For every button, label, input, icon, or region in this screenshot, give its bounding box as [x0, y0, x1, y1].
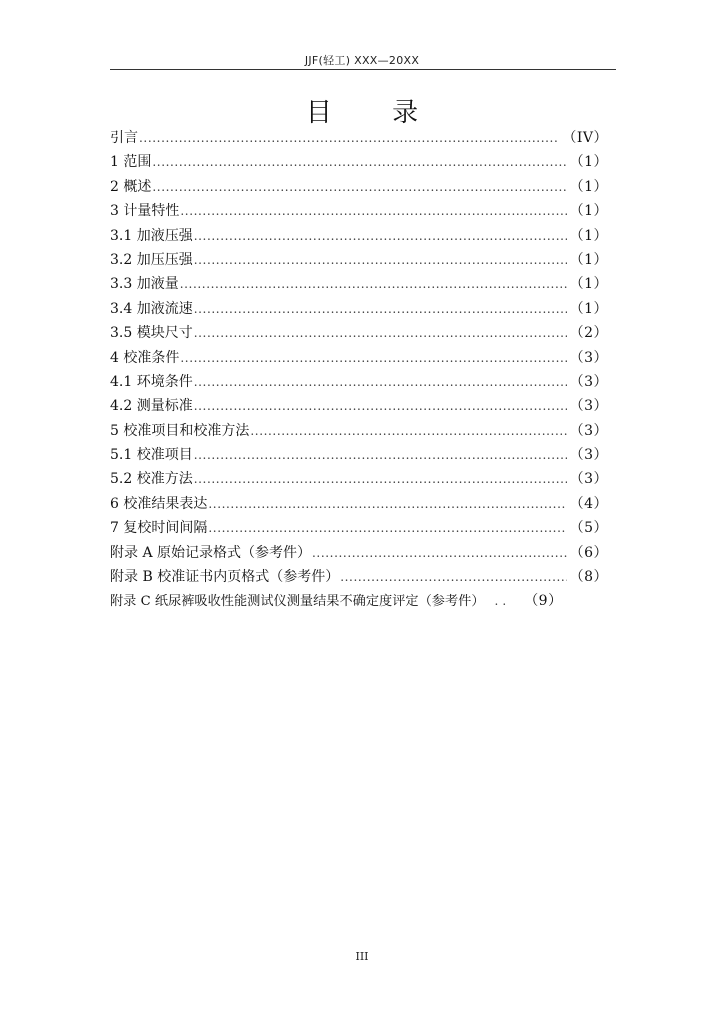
- toc-entry-page: （4）: [569, 495, 608, 512]
- toc-dot-leader: [194, 224, 567, 248]
- toc-dot-leader: [180, 199, 566, 223]
- toc-dot-leader: [180, 346, 566, 370]
- toc-entry-label: 3.1 加液压强: [110, 227, 193, 244]
- toc-entry-label: 附录 C 纸尿裤吸收性能测试仪测量结果不确定度评定（参考件）: [110, 594, 485, 610]
- toc-entry-page: （3）: [569, 373, 608, 390]
- toc-entry-page: （3）: [569, 349, 608, 366]
- toc-entry-label: 3.2 加压压强: [110, 251, 193, 268]
- toc-entry-page: （1）: [569, 227, 608, 244]
- toc-dot-leader: [495, 589, 511, 613]
- toc-entry-page: （3）: [569, 447, 608, 464]
- toc-entry-appendix-c[interactable]: [110, 589, 608, 613]
- toc-dot-leader: [194, 394, 567, 418]
- toc-dot-leader: [208, 516, 566, 540]
- toc-dot-leader: [250, 419, 566, 443]
- toc-entry-appendix-b[interactable]: [110, 565, 608, 589]
- toc-entry-page: （3）: [569, 422, 608, 439]
- toc-entry-4-2[interactable]: [110, 394, 608, 418]
- toc-entry-5-calibration-items-methods[interactable]: [110, 419, 608, 443]
- toc-entry-label: 3.4 加液流速: [110, 300, 193, 317]
- toc-dot-leader: [194, 248, 567, 272]
- toc-entry-label: 4 校准条件: [110, 349, 180, 366]
- toc-entry-2-overview[interactable]: [110, 175, 608, 199]
- toc-entry-label: 7 复校时间间隔: [110, 520, 208, 537]
- table-of-contents: [110, 126, 608, 614]
- toc-entry-5-2[interactable]: [110, 467, 608, 491]
- toc-entry-page: （3）: [569, 471, 608, 488]
- toc-entry-page: （5）: [569, 520, 608, 537]
- toc-entry-6-result-expression[interactable]: [110, 492, 608, 516]
- toc-entry-label: 引言: [110, 130, 138, 146]
- toc-dot-leader: [194, 467, 567, 491]
- toc-dot-leader: [194, 370, 567, 394]
- page-header: JJF(轻工) XXX—20XX: [304, 54, 420, 67]
- toc-entry-page: （1）: [569, 178, 608, 195]
- toc-entry-page: （1）: [569, 154, 608, 171]
- toc-entry-3-4[interactable]: [110, 297, 608, 321]
- toc-entry-label: 3 计量特性: [110, 203, 180, 220]
- toc-dot-leader: [208, 492, 566, 516]
- toc-dot-leader: [194, 443, 567, 467]
- toc-dot-leader: [152, 150, 566, 174]
- toc-dot-leader: [139, 126, 559, 150]
- toc-entry-3-2[interactable]: [110, 248, 608, 272]
- toc-entry-label: 附录 B 校准证书内页格式（参考件）: [110, 569, 340, 586]
- toc-entry-3-1[interactable]: [110, 224, 608, 248]
- toc-entry-label: 5.1 校准项目: [110, 447, 193, 464]
- toc-entry-page: （8）: [569, 569, 608, 586]
- toc-title: 目 录: [305, 98, 445, 128]
- toc-entry-label: 3.5 模块尺寸: [110, 325, 193, 342]
- toc-entry-4-calibration-conditions[interactable]: [110, 346, 608, 370]
- toc-entry-introduction[interactable]: [110, 126, 608, 150]
- toc-entry-page: （1）: [569, 203, 608, 220]
- toc-entry-page: （1）: [569, 251, 608, 268]
- toc-entry-label: 2 概述: [110, 178, 152, 195]
- toc-entry-label: 4.1 环境条件: [110, 373, 193, 390]
- header-divider: [110, 69, 616, 70]
- toc-dot-leader: [194, 321, 567, 345]
- toc-entry-page: （1）: [569, 276, 608, 293]
- toc-entry-7-recalibration-interval[interactable]: [110, 516, 608, 540]
- toc-entry-label: 1 范围: [110, 154, 152, 171]
- toc-entry-page: （IV）: [562, 130, 608, 146]
- toc-entry-page: （9）: [524, 593, 563, 610]
- toc-entry-page: （2）: [569, 325, 608, 342]
- toc-dot-leader: [340, 565, 566, 589]
- toc-entry-label: 5 校准项目和校准方法: [110, 422, 250, 439]
- toc-entry-label: 3.3 加液量: [110, 276, 179, 293]
- toc-dot-leader: [194, 297, 567, 321]
- toc-entry-page: （6）: [569, 544, 608, 561]
- toc-entry-5-1[interactable]: [110, 443, 608, 467]
- page-number: III: [355, 950, 369, 963]
- toc-entry-page: （1）: [569, 300, 608, 317]
- toc-entry-4-1[interactable]: [110, 370, 608, 394]
- toc-entry-page: （3）: [569, 398, 608, 415]
- toc-entry-3-3[interactable]: [110, 272, 608, 296]
- toc-entry-label: 4.2 测量标准: [110, 398, 193, 415]
- toc-dot-leader: [312, 541, 567, 565]
- toc-entry-3-metrological-characteristics[interactable]: [110, 199, 608, 223]
- toc-entry-label: 附录 A 原始记录格式（参考件）: [110, 544, 312, 561]
- toc-entry-3-5[interactable]: [110, 321, 608, 345]
- toc-entry-label: 6 校准结果表达: [110, 495, 208, 512]
- toc-dot-leader: [180, 272, 567, 296]
- toc-entry-label: 5.2 校准方法: [110, 471, 193, 488]
- toc-entry-appendix-a[interactable]: [110, 541, 608, 565]
- toc-entry-1-scope[interactable]: [110, 150, 608, 174]
- toc-dot-leader: [152, 175, 566, 199]
